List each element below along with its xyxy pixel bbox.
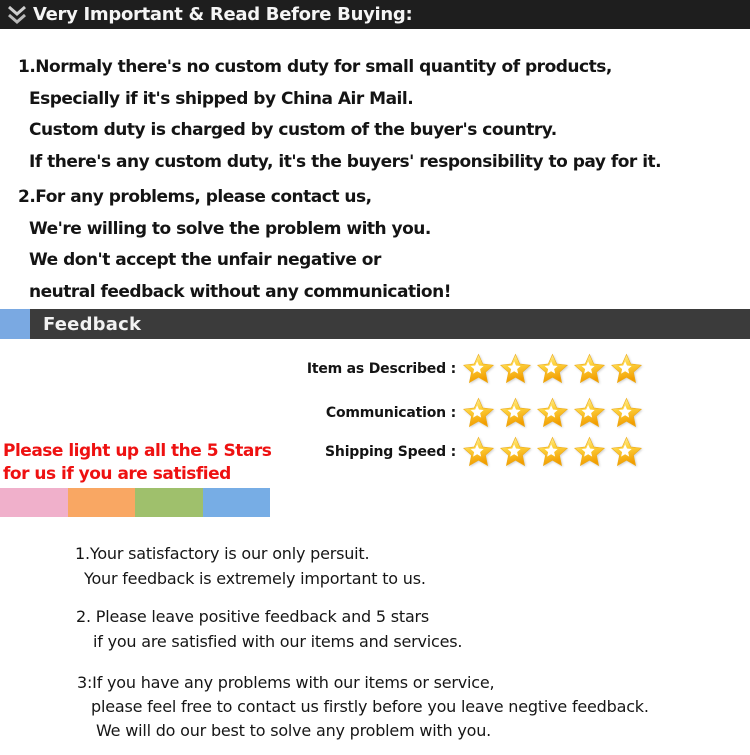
tip-line: please feel free to contact us firstly before you leave negtive feedback. <box>91 697 649 716</box>
rating-label: Item as Described : <box>306 361 456 377</box>
star-icon <box>499 397 532 429</box>
tip-line: 3:If you have any problems with our items or service, <box>77 673 495 692</box>
star-icon <box>573 353 606 385</box>
star-icon <box>573 436 606 468</box>
star-icon <box>462 353 495 385</box>
notice-line: 2.For any problems, please contact us, <box>18 187 372 207</box>
color-block <box>0 488 68 517</box>
color-block <box>68 488 136 517</box>
tip-line: We will do our best to solve any problem with you. <box>96 721 492 740</box>
notice-custom-duty <box>18 52 661 178</box>
notice-line: We're willing to solve the problem with you. <box>29 218 431 239</box>
star-icon <box>610 353 643 385</box>
color-block <box>203 488 271 517</box>
star-icon <box>610 397 643 429</box>
blue-accent-square <box>0 309 30 339</box>
important-header-bar <box>0 0 750 29</box>
note-line: for us if you are satisfied <box>3 464 231 484</box>
color-block <box>135 488 203 517</box>
star-icon <box>462 397 495 429</box>
star-icon <box>610 436 643 468</box>
star-icon <box>536 397 569 429</box>
star-icon <box>573 397 606 429</box>
notice-line: Custom duty is charged by custom of the buyer's country. <box>29 120 557 140</box>
rating-label: Shipping Speed : <box>325 444 456 460</box>
notice-line: 1.Normaly there's no custom duty for small quantity of products, <box>18 57 612 77</box>
notice-line: neutral feedback without any communication! <box>29 281 451 302</box>
star-rating <box>462 353 647 385</box>
tip-line: 1.Your satisfactory is our only persuit. <box>75 544 370 563</box>
note-line: Please light up all the 5 Stars <box>3 441 272 461</box>
color-blocks <box>0 488 270 517</box>
rating-label: Communication : <box>325 405 456 421</box>
header-title: Very Important & Read Before Buying: <box>33 4 413 25</box>
double-chevron-down-icon <box>5 4 29 26</box>
notice-line: If there's any custom duty, it's the buyers' responsibility to pay for it. <box>29 151 662 172</box>
notice-line: Especially if it's shipped by China Air Mail. <box>29 88 414 109</box>
star-icon <box>499 436 532 468</box>
star-icon <box>462 436 495 468</box>
rating-row-item-as-described <box>0 351 647 387</box>
tip-line: 2. Please leave positive feedback and 5 stars <box>76 607 430 626</box>
tip-line: if you are satisfied with our items and services. <box>93 632 463 651</box>
feedback-section-bar <box>0 309 750 339</box>
star-icon <box>536 353 569 385</box>
feedback-bar-background <box>30 309 750 339</box>
feedback-section-title: Feedback <box>43 313 142 335</box>
star-icon <box>536 436 569 468</box>
five-stars-note <box>3 440 271 486</box>
rating-row-communication <box>0 395 647 431</box>
star-rating <box>462 397 647 429</box>
notice-line: We don't accept the unfair negative or <box>29 250 381 270</box>
tip-line: Your feedback is extremely important to us. <box>84 569 426 588</box>
star-rating <box>462 436 647 468</box>
notice-contact-us <box>18 182 451 308</box>
star-icon <box>499 353 532 385</box>
